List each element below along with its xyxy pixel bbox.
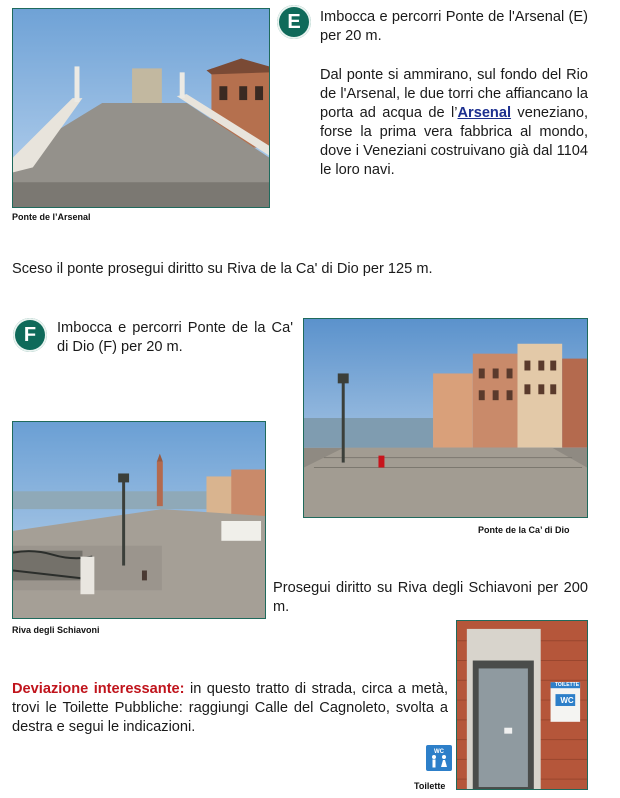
schiavoni-text: Prosegui diritto su Riva degli Schiavoni per 200 m. bbox=[273, 580, 588, 615]
wc-icon bbox=[426, 745, 452, 771]
photo-ponte-arsenal bbox=[12, 8, 270, 208]
photo-toilette bbox=[456, 620, 588, 790]
photo-ponte-ca-di-dio bbox=[303, 318, 588, 518]
photo-riva-schiavoni bbox=[12, 421, 266, 619]
section-f-intro: Imbocca e percorri Ponte de la Ca' di Dio (F) per 20 m. bbox=[57, 320, 293, 355]
section-e-description bbox=[320, 66, 588, 180]
photo-caption-arsenal: Ponte de l’Arsenal bbox=[12, 212, 91, 222]
section-e-desc-after: veneziano, forse la prima vera fabbrica al mondo, dove i Veneziani costruivano già dal 1104 le loro navi. bbox=[320, 105, 588, 178]
deviation-text bbox=[12, 680, 448, 737]
section-badge-f: F bbox=[13, 318, 47, 352]
section-e-desc-before: Dal ponte si ammirano, sul fondo del Rio de l'Arsenal, le due torri che affiancano la porta ad acqua de l’ bbox=[320, 67, 588, 121]
deviation-body: in questo tratto di strada, circa a metà, trovi le Toilette Pubbliche: raggiungi Calle del Cagnoleto, svolta a destra e segui le indicazioni. bbox=[12, 681, 448, 735]
deviation-label: Deviazione interessante: bbox=[12, 681, 185, 697]
arsenal-link[interactable]: Arsenal bbox=[457, 105, 512, 121]
transition-text: Sceso il ponte prosegui diritto su Riva de la Ca' di Dio per 125 m. bbox=[12, 261, 433, 277]
section-e-intro: Imbocca e percorri Ponte de l'Arsenal (E) per 20 m. bbox=[320, 9, 588, 44]
svg-text:WC: WC bbox=[434, 749, 444, 755]
photo-caption-schiavoni: Riva degli Schiavoni bbox=[12, 625, 100, 635]
toilette-sign-wc: WC bbox=[560, 696, 574, 705]
photo-caption-ca-di-dio: Ponte de la Ca’ di Dio bbox=[478, 525, 570, 535]
toilette-sign-top: TOILETTE bbox=[554, 682, 580, 688]
section-badge-e: E bbox=[277, 5, 311, 39]
toilette-caption: Toilette bbox=[414, 781, 446, 791]
